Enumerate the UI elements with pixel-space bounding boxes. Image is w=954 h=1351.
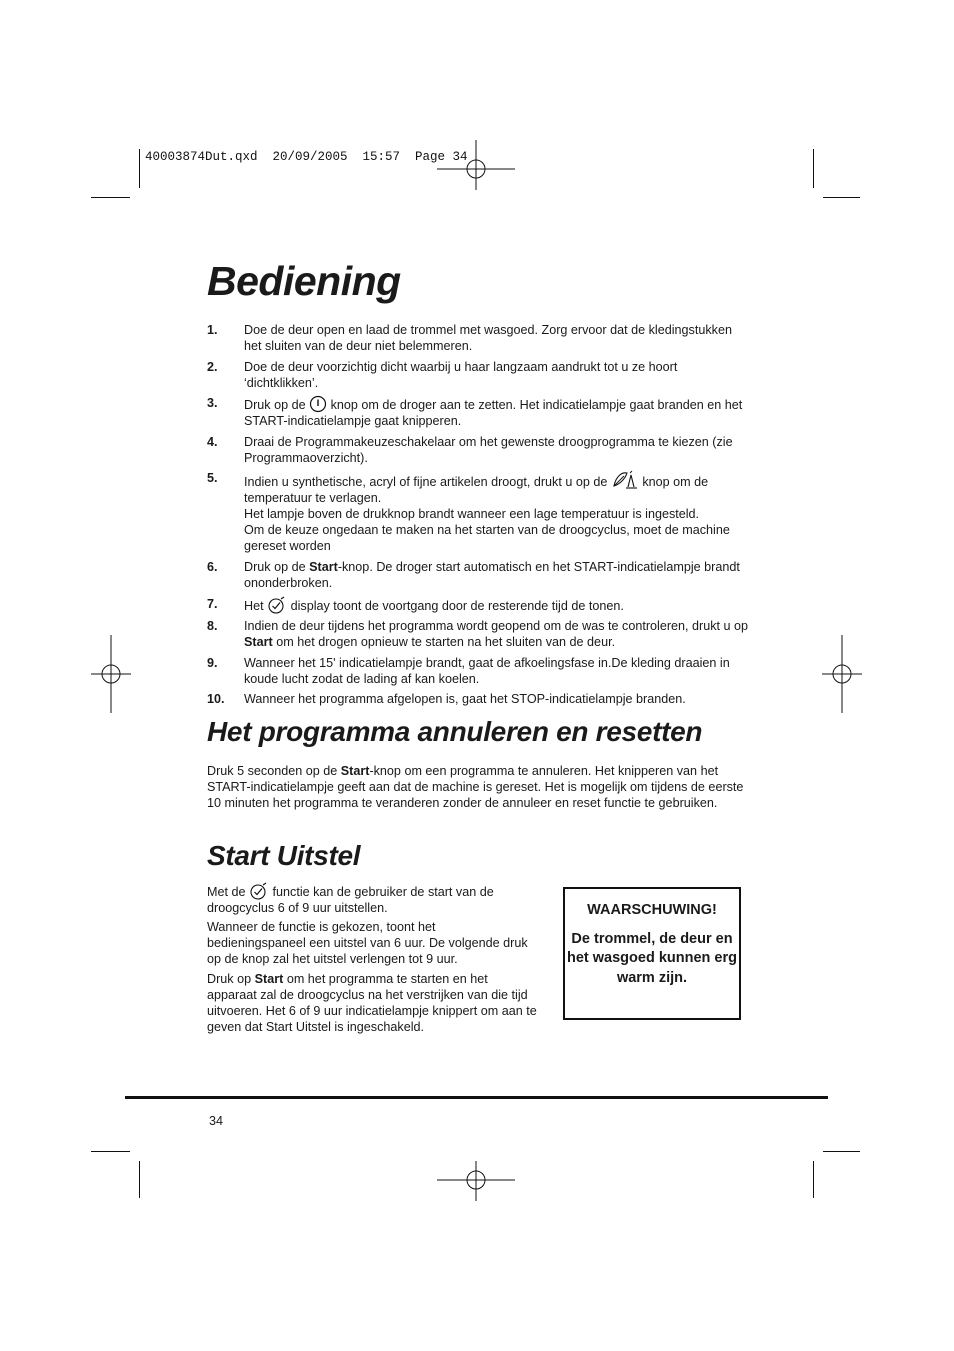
step-text: Doe de deur open en laad de trommel met wasgoed. Zorg ervoor dat de kledingstukken het sluiten van de deur niet belemmeren.	[244, 323, 732, 353]
registration-mark-left	[91, 635, 131, 713]
footer-rule	[125, 1096, 828, 1099]
step-number: 4.	[207, 434, 218, 449]
step-text-pre: Druk op de	[244, 398, 306, 413]
delay-paragraph-3	[207, 971, 537, 1035]
step-number: 2.	[207, 359, 218, 374]
step-number: 3.	[207, 396, 218, 411]
step-text-line2: Het lampje boven de drukknop brandt wanneer een lage temperatuur is ingesteld.	[244, 507, 700, 522]
start-label: Start	[254, 972, 284, 986]
step-text-post: display toont de voortgang door de resterende tijd de tonen.	[290, 598, 624, 613]
start-label: Start	[244, 635, 273, 650]
power-icon	[309, 395, 327, 413]
operating-steps	[207, 322, 752, 712]
step-number: 10.	[207, 692, 225, 707]
step-number: 1.	[207, 323, 218, 337]
step-text-post: knop om de droger aan te zetten. Het indicatielampje gaat branden en het START-indicatielampje gaat knipperen.	[244, 398, 743, 429]
start-label: Start	[340, 764, 370, 778]
step-text: Draai de Programmakeuzeschakelaar om het gewenste droogprogramma te kiezen (zie Programmaoverzicht).	[244, 434, 733, 465]
step-item	[207, 395, 752, 429]
step-number: 8.	[207, 619, 218, 634]
step-text-post: om het drogen opnieuw te starten na het sluiten van de deur.	[276, 635, 616, 650]
step-item	[207, 322, 752, 354]
delay-text-pre: Druk op	[207, 972, 252, 986]
step-item	[207, 596, 752, 614]
page-title: Bediening	[207, 258, 401, 304]
step-item	[207, 359, 752, 391]
step-text-post: -knop. De droger start automatisch en het START-indicatielampje brandt ononderbroken.	[244, 559, 740, 590]
step-number: 9.	[207, 655, 218, 670]
registration-mark-top	[437, 140, 515, 190]
step-item	[207, 691, 752, 707]
delay-paragraph-1	[207, 882, 537, 916]
start-label: Start	[309, 559, 338, 574]
warning-body: De trommel, de deur en het wasgoed kunnen erg warm zijn.	[567, 930, 737, 986]
delay-text-pre: Met de	[207, 885, 246, 899]
warning-box	[563, 887, 741, 1020]
step-text-line3: Om de keuze ongedaan te maken na het starten van de droogcyclus, moet de machine gereset worden	[244, 523, 730, 554]
step-text-pre: Indien u synthetische, acryl of fijne artikelen droogt, drukt u op de	[244, 475, 608, 490]
step-item	[207, 559, 752, 591]
step-text-pre: Het	[244, 598, 264, 613]
step-item	[207, 434, 752, 466]
delay-text-post: om het programma te starten en het apparaat zal de droogcyclus na het verstrijken van die tijd uitvoeren. Het 6 of 9 uur indicatielampje knippert om aan te geven dat Start Uitstel is ingeschakeld.	[207, 972, 537, 1034]
step-text: Doe de deur voorzichtig dicht waarbij u haar langzaam aandrukt tot u ze hoort ‘dichtklikken’.	[244, 359, 678, 390]
registration-mark-right	[822, 635, 862, 713]
step-item	[207, 655, 752, 687]
step-text: Wanneer het 15' indicatielampje brandt, gaat de afkoelingsfase in.De kleding draaien in koude lucht zodat de lading af kan koelen.	[244, 655, 730, 686]
step-item	[207, 470, 752, 554]
section-heading-cancel: Het programma annuleren en resetten	[207, 716, 703, 747]
step-text-pre: Indien de deur tijdens het programma wordt geopend om de was te controleren, drukt u op	[244, 619, 749, 634]
timer-icon	[249, 882, 269, 900]
step-item	[207, 618, 752, 650]
page-number: 34	[209, 1114, 224, 1128]
print-slug: 40003874Dut.qxd 20/09/2005 15:57 Page 34	[145, 150, 468, 164]
registration-mark-bottom	[437, 1161, 515, 1201]
step-text: Wanneer het programma afgelopen is, gaat het STOP-indicatielampje branden.	[244, 692, 686, 707]
step-number: 6.	[207, 559, 218, 574]
warning-title: WAARSCHUWING!	[587, 902, 717, 918]
low-temperature-icon	[611, 470, 639, 490]
section-heading-start-delay: Start Uitstel	[207, 840, 361, 871]
cancel-paragraph	[207, 763, 747, 811]
step-number: 5.	[207, 471, 218, 486]
step-number: 7.	[207, 596, 218, 611]
delay-paragraph-2: Wanneer de functie is gekozen, toont het bedieningspaneel een uitstel van 6 uur. De volgende druk op de knop zal het uitstel verlengen tot 9 uur.	[207, 920, 528, 966]
step-text-post: knop om de temperatuur te verlagen.	[244, 475, 709, 506]
delay-text-post: functie kan de gebruiker de start van de droogcyclus 6 of 9 uur uitstellen.	[207, 885, 494, 915]
cancel-text-post: -knop om een programma te annuleren. Het knipperen van het START-indicatielampje geeft aan dat de machine is gereset. Het is mogelijk om tijdens de eerste 10 minuten het programma te veranderen zonder de annuleer en reset functie te gebruiken.	[207, 764, 744, 810]
cancel-text-pre: Druk 5 seconden op de	[207, 764, 338, 778]
step-text-pre: Druk op de	[244, 559, 306, 574]
timer-display-icon	[267, 596, 287, 614]
